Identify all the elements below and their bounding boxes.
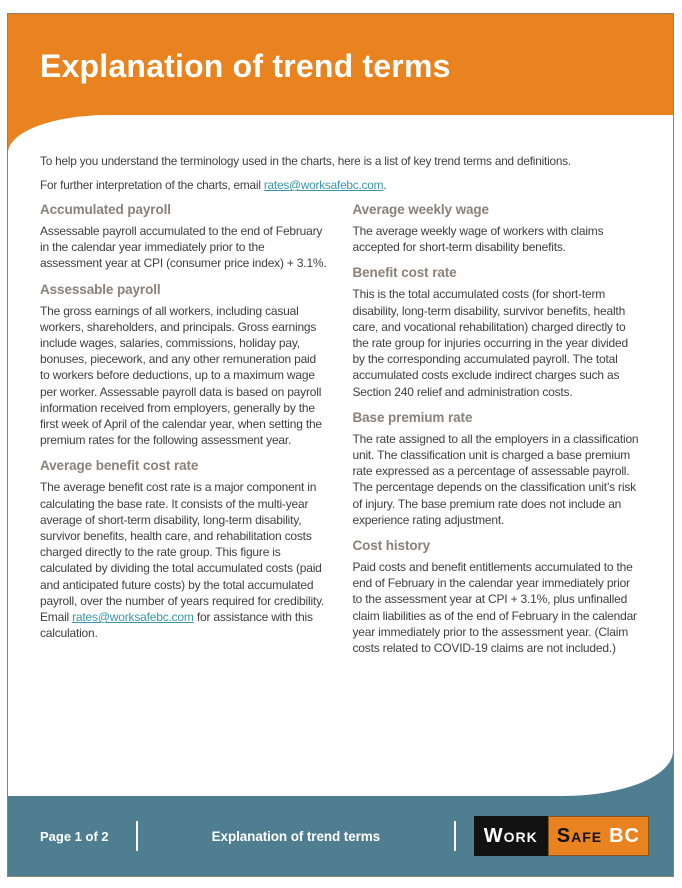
email-link[interactable]: rates@worksafebc.com [72, 610, 194, 625]
term-heading-cost-history: Cost history [352, 538, 431, 554]
term-heading-assessable-payroll: Assessable payroll [40, 281, 161, 297]
intro-text: To help you understand the terminology used in the charts, here is a list of key trend terms and definitions. [40, 154, 571, 168]
page-header-banner [8, 14, 673, 153]
page-title: Explanation of trend terms [40, 48, 451, 84]
definition-text-before-link: The average benefit cost rate is a major component in calculating the base rate. It consists of the multi-year average of short-term disability, long-term disability, survivor benefits, health care, and rehabilitation costs charged directly to the rate group. This figure is calculated by dividing the total accumulated costs (paid and anticipated future costs) by the total accumulated payroll, over the number of years required for credibility. Email [40, 480, 325, 625]
term-definition: The gross earnings of all workers, including casual workers, shareholders, and principals. Gross earnings include wages, salaries, commissions, holiday pay, bonuses, piecework, and any other remuneration paid to workers before deductions, up to a maximum wage per worker. Assessable payroll data is based on payroll information received from employers, generally by the first week of April of the calendar year, when setting the premium rates for the following assessment year. [40, 303, 322, 448]
header-curve-decoration [8, 115, 673, 153]
term-heading-average-weekly-wage: Average weekly wage [352, 202, 489, 217]
footer-document-title: Explanation of trend terms [211, 828, 381, 844]
two-column-layout [40, 202, 641, 656]
term-heading-benefit-cost-rate: Benefit cost rate [352, 265, 457, 281]
right-column [353, 202, 642, 656]
term-definition: Paid costs and benefit entitlements accumulated to the end of February in the calendar year immediately prior to the assessment year at CPI + 3.1%, plus unfinalled claim liabilities as of the end of February in the calendar year immediately prior to the assessment year. (Claim costs related to COVID-19 claims are not included.) [352, 560, 637, 656]
term-definition: The rate assigned to all the employers in a classification unit. The classification unit is charged a base premium rate expressed as a percentage of assessable payroll. The percentage depends on the classification unit’s risk of injury. The base premium rate does not include an experience rating adjustment. [352, 431, 639, 527]
term-heading-base-premium-rate: Base premium rate [352, 409, 473, 425]
logo-safe-text: Safe [556, 824, 603, 847]
intro-contact-text [40, 178, 641, 193]
footer-divider [454, 821, 456, 851]
term-heading-accumulated-payroll: Accumulated payroll [40, 202, 171, 217]
logo-safe-bc-segment [548, 816, 649, 856]
term-heading-average-benefit-cost-rate: Average benefit cost rate [40, 458, 199, 474]
email-link[interactable]: rates@worksafebc.com [263, 178, 384, 192]
left-column [40, 202, 329, 656]
content-area [8, 153, 673, 751]
page-number: Page 1 of 2 [40, 828, 109, 844]
term-definition: Assessable payroll accumulated to the end of February in the calendar year immediately prior to the assessment year at CPI (consumer price index) + 3.1%. [40, 224, 327, 271]
term-definition [40, 479, 329, 641]
term-definition: The average weekly wage of workers with claims accepted for short-term disability benefits. [352, 224, 604, 255]
footer-curve-decoration [8, 751, 673, 796]
footer-band [8, 796, 673, 876]
document-page [7, 13, 674, 877]
intro-contact-suffix: . [383, 178, 387, 192]
logo-work-segment: Work [474, 816, 548, 856]
intro-contact-prefix: For further interpretation of the charts, email [40, 178, 264, 192]
term-definition: This is the total accumulated costs (for short-term disability, long-term disability, survivor benefits, health care, and vocational rehabilitation) charged directly to the rate group for injuries occurring in the year divided by the corresponding accumulated payroll. The total accumulated costs exclude indirect charges such as Section 240 relief and administration costs. [352, 287, 628, 399]
definition-text-after-link: for assistance with this calculation. [40, 610, 313, 641]
logo-bc-text: BC [609, 824, 640, 847]
worksafebc-logo [474, 816, 649, 856]
page-footer [8, 751, 673, 876]
